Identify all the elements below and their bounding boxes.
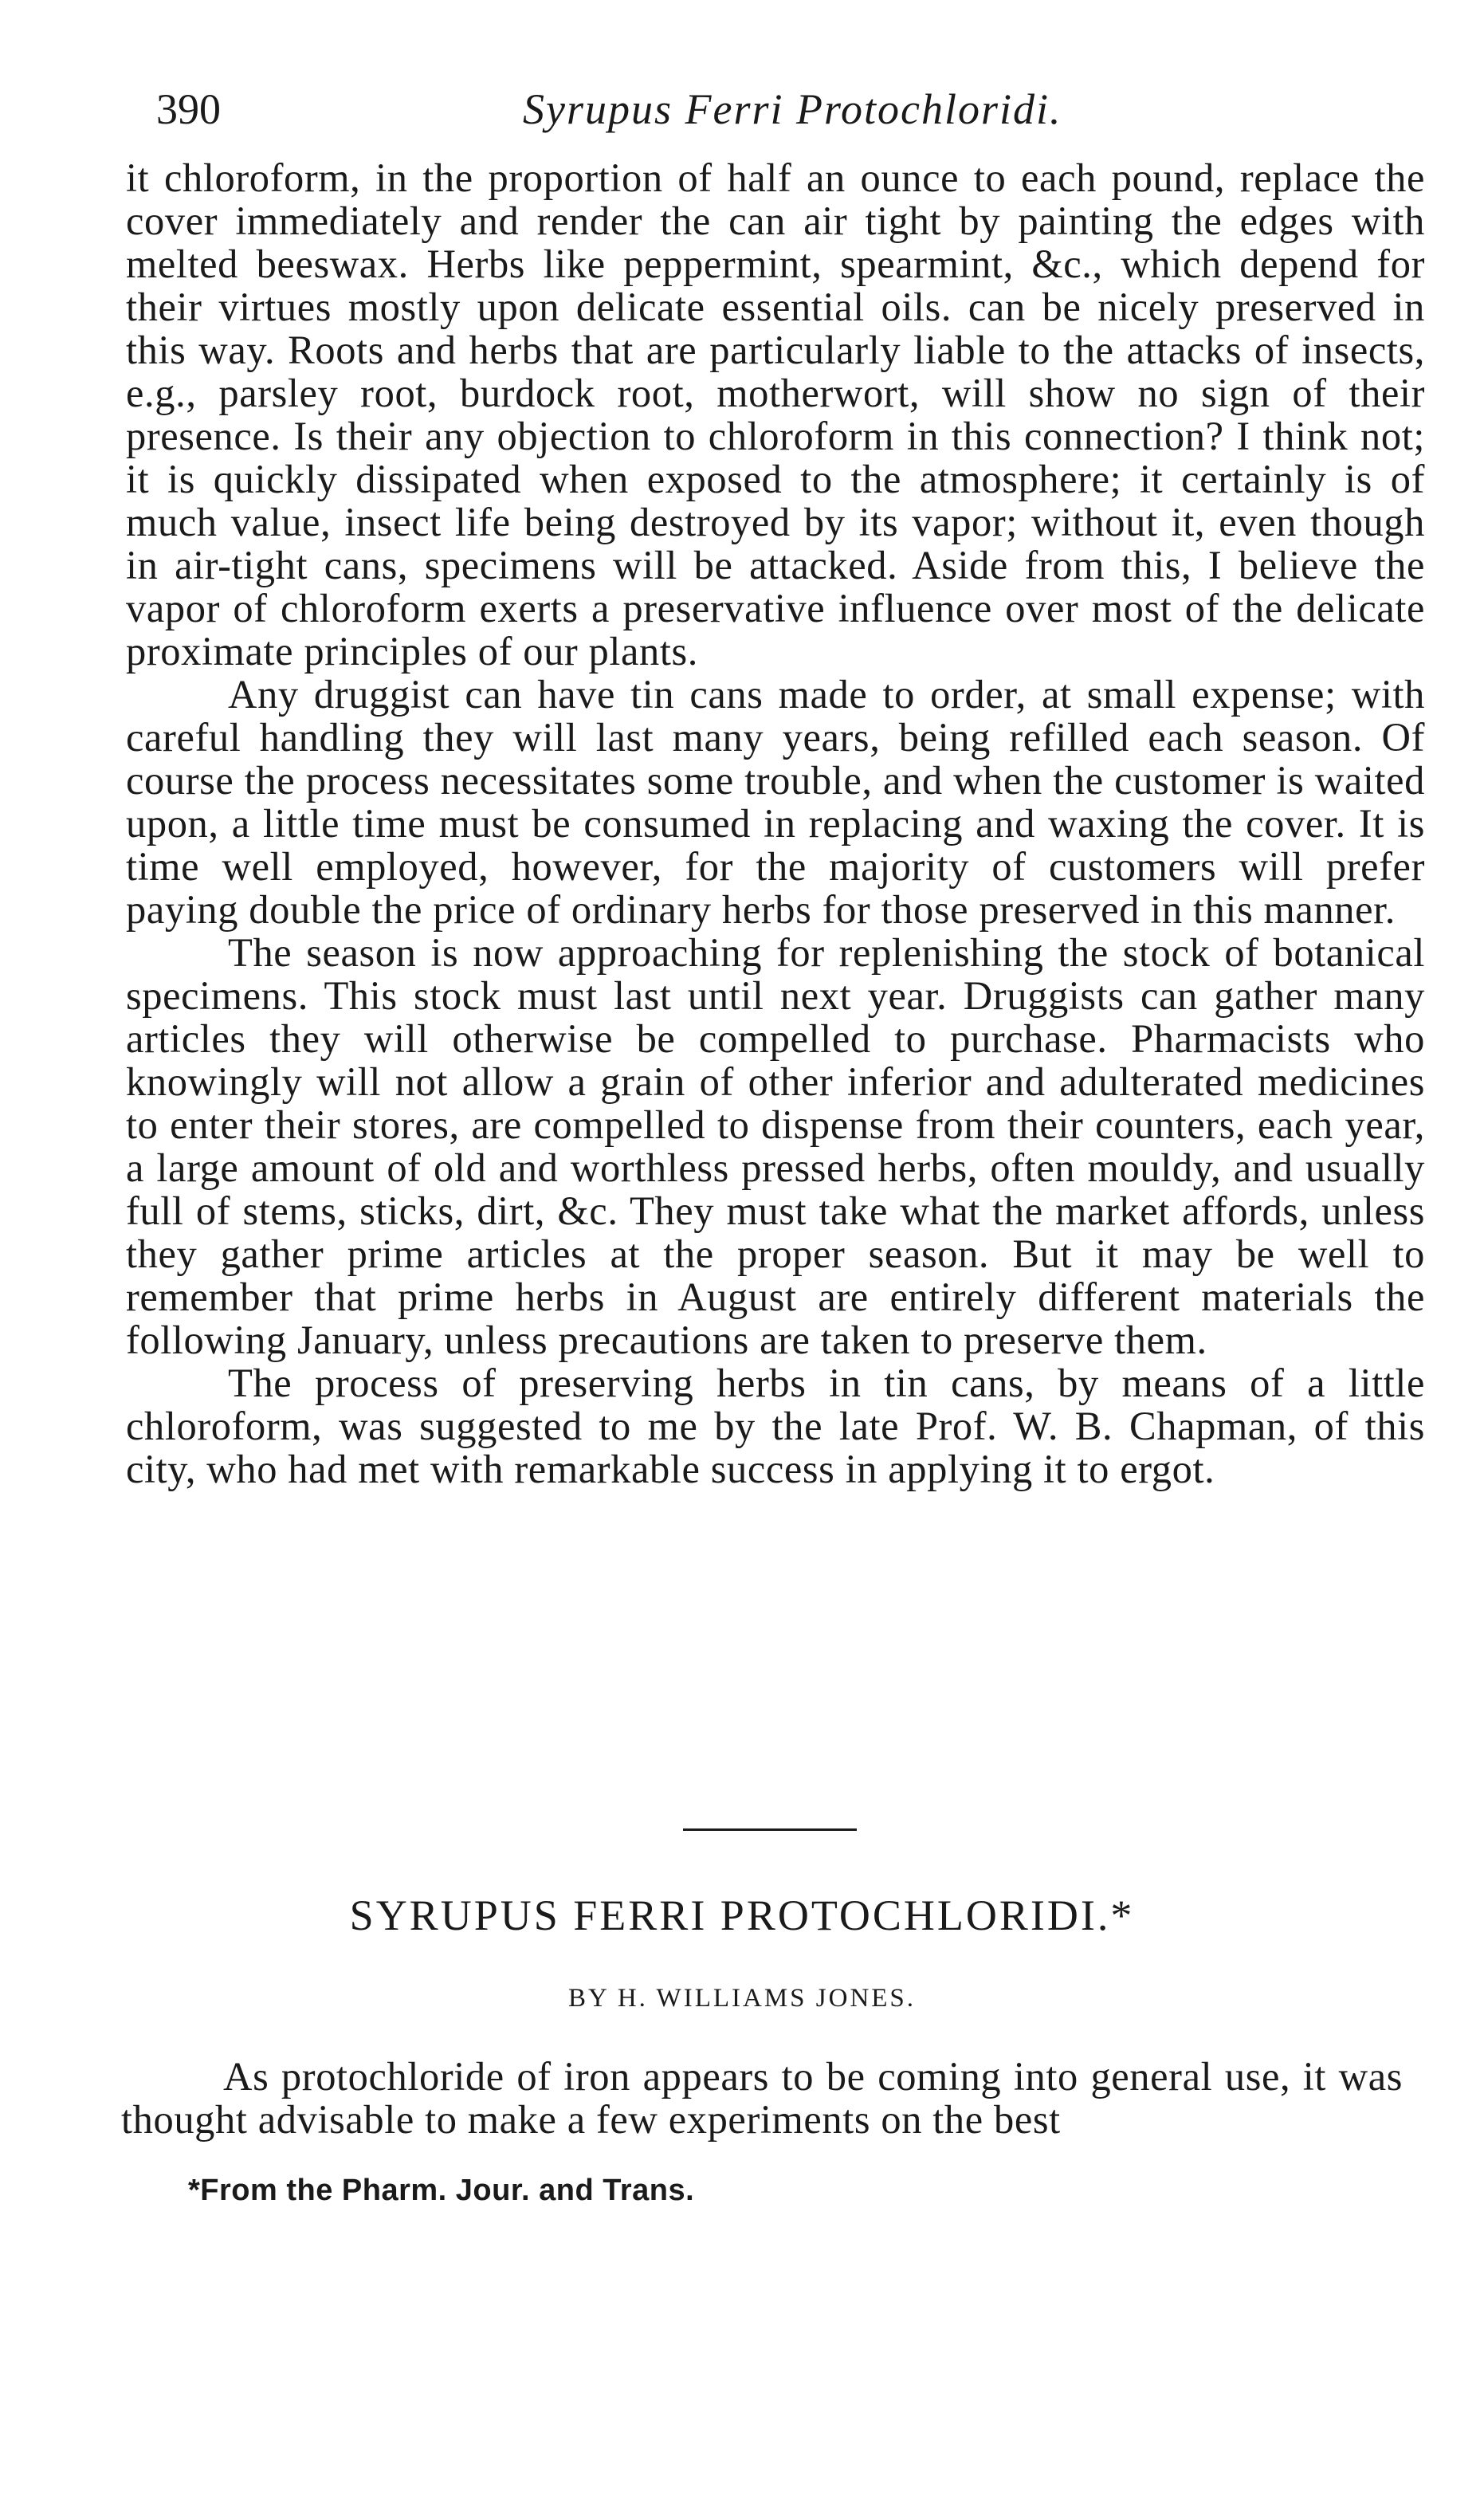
paragraph-tin-cans: Any druggist can have tin cans made to order, at small expense; with careful handling they will last many years, being refilled each season. Of course the process necessitates some trouble, and when the customer is waited upon, a little time must be consumed in replacing and waxing the cover. It is time well employed, however, for the majority of customers will prefer paying double the price of ordinary herbs for those preserved in this manner. bbox=[126, 672, 1425, 932]
paragraph-intro: As protochloride of iron appears to be coming into general use, it was thought advisable to make a few experiments on the best bbox=[121, 2054, 1403, 2142]
paragraph-season: The season is now approaching for replenishing the stock of botanical specimens. This stock must last until next year. Druggists can gather many articles they will otherwise be compelled to purchase. Pharmacists who knowingly will not allow a grain of other inferior and adulterated medicines to enter their stores, are compelled to dispense from their counters, each year, a large amount of old and worthless pressed herbs, often mouldy, and usually full of stems, sticks, dirt, &c. They must take what the market affords, unless they gather prime articles at the proper season. But it may be well to remember that prime herbs in August are entirely different materials the following January, unless precautions are taken to preserve them. bbox=[126, 930, 1425, 1362]
paragraph-chapman: The process of preserving herbs in tin cans, by means of a little chloroform, was suggested to me by the late Prof. W. B. Chapman, of this city, who had met with remarkable success in applying it to ergot. bbox=[126, 1361, 1425, 1491]
article-byline: BY H. WILLIAMS JONES. bbox=[567, 1984, 917, 2013]
running-head bbox=[156, 73, 1423, 145]
article-title: SYRUPUS FERRI PROTOCHLORIDI.* bbox=[349, 1891, 1135, 1939]
footnote: *From the Pharm. Jour. and Trans. bbox=[188, 2174, 695, 2207]
section-divider bbox=[683, 1828, 857, 1831]
page-number: 390 bbox=[156, 85, 221, 133]
body-text bbox=[126, 156, 1425, 1491]
article-intro bbox=[121, 2055, 1403, 2141]
paragraph-chloroform: it chloroform, in the proportion of half an ounce to each pound, replace the cover immediately and render the can air tight by painting the edges with melted beeswax. Herbs like peppermint, spearmint, &c., which depend for their virtues mostly upon delicate essential oils. can be nicely preserved in this way. Roots and herbs that are particularly liable to the attacks of insects, e.g., parsley root, burdock root, motherwort, will show no sign of their presence. Is their any objection to chloroform in this connection? I think not; it is quickly dissipated when exposed to the atmosphere; it certainly is of much value, insect life being destroyed by its vapor; without it, even though in air-tight cans, specimens will be attacked. Aside from this, I believe the vapor of chloroform exerts a preservative influence over most of the delicate proximate principles of our plants. bbox=[126, 155, 1425, 674]
running-title: Syrupus Ferri Protochloridi. bbox=[523, 85, 1062, 133]
